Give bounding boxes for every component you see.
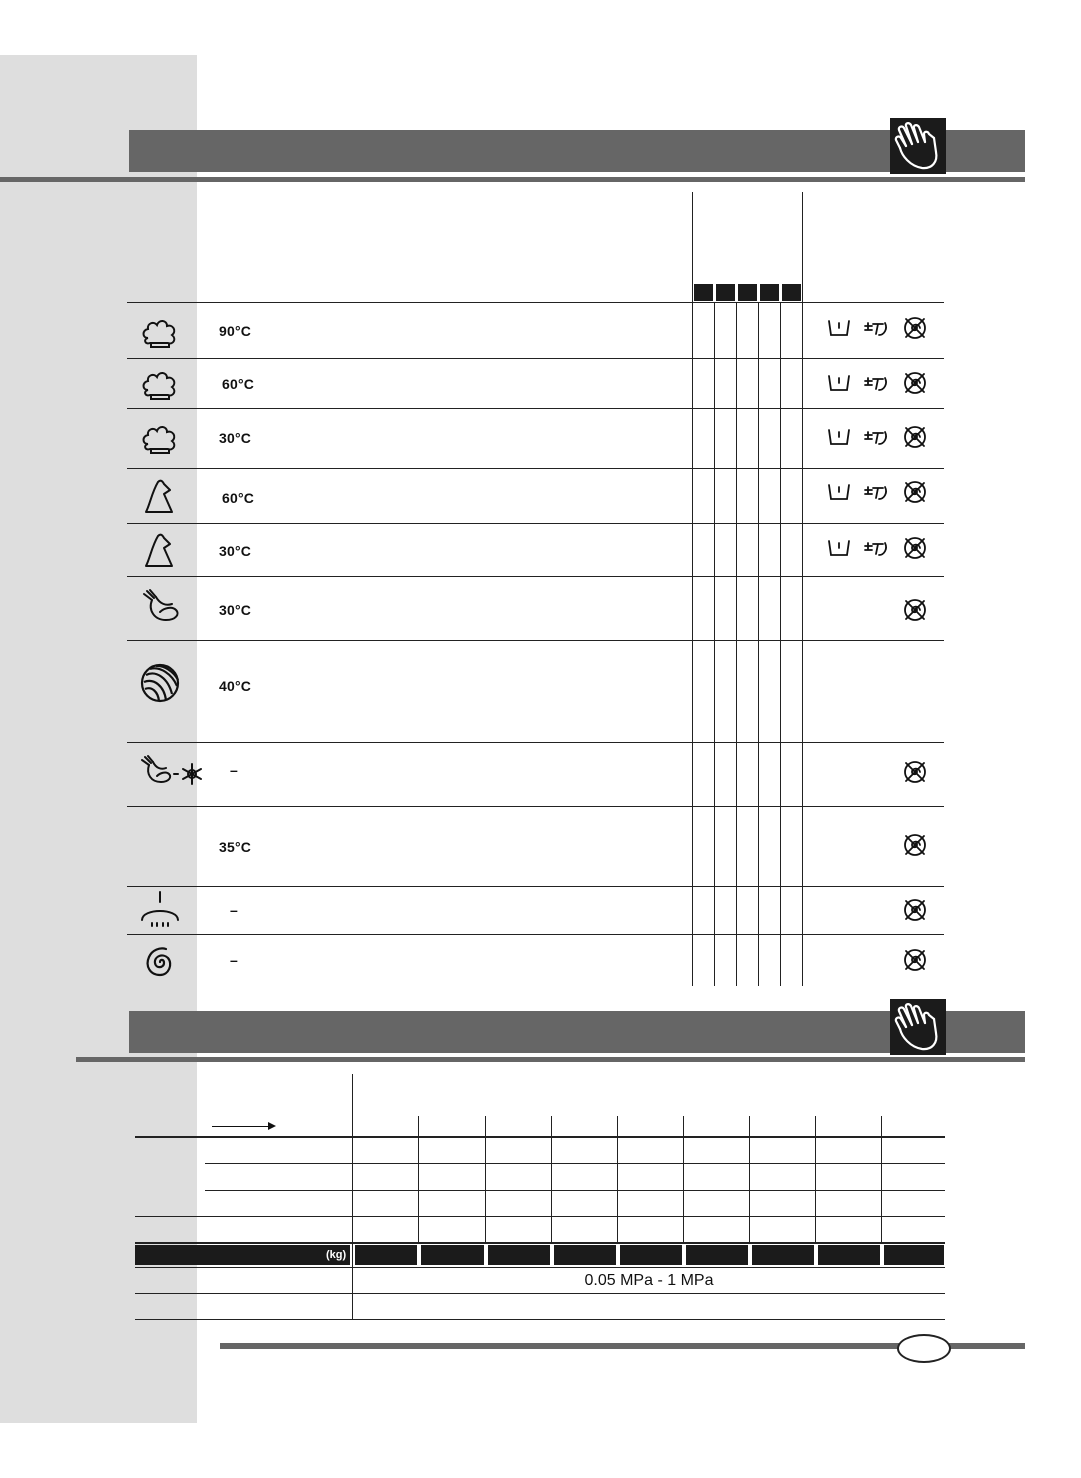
page-number-oval (897, 1334, 951, 1363)
temp-label: 90°C (219, 323, 252, 339)
prewash-icon (826, 535, 852, 561)
prewash-icon (826, 370, 852, 396)
no-spin-icon (902, 424, 928, 450)
hand-wash-icon (138, 588, 182, 628)
synthetic-icon (138, 476, 182, 516)
arrow-icon (212, 1126, 274, 1127)
no-spin-icon (902, 947, 928, 973)
extra-rinse-icon (863, 424, 889, 450)
section-rule-consumption (76, 1057, 1025, 1062)
temp-label: 30°C (219, 430, 252, 446)
weight-unit-label: (kg) (326, 1249, 347, 1261)
no-spin-icon (902, 479, 928, 505)
arrow-head-icon (268, 1122, 276, 1130)
temp-label: – (230, 952, 238, 968)
hand-icon (890, 999, 946, 1055)
weight-cell (884, 1245, 944, 1265)
water-pressure-value: 0.05 MPa - 1 MPa (584, 1272, 714, 1289)
temp-label: – (230, 762, 238, 778)
weight-cell (620, 1245, 682, 1265)
synthetic-icon (138, 530, 182, 570)
weight-row-header (135, 1245, 350, 1265)
no-spin-icon (902, 759, 928, 785)
temp-label: 35°C (219, 839, 252, 855)
prewash-icon (826, 315, 852, 341)
extra-rinse-icon (863, 315, 889, 341)
extra-rinse-icon (863, 370, 889, 396)
weight-cell (752, 1245, 814, 1265)
spin-icon (138, 942, 182, 982)
left-margin-band (0, 55, 197, 1423)
extra-rinse-icon (863, 535, 889, 561)
hand-icon (890, 118, 946, 174)
temp-label: 30°C (219, 543, 252, 559)
weight-cell (355, 1245, 417, 1265)
temp-label: 60°C (222, 490, 255, 506)
weight-cell (818, 1245, 880, 1265)
cotton-icon (138, 364, 182, 404)
cotton-icon (138, 418, 182, 458)
prewash-icon (826, 479, 852, 505)
temp-label: – (230, 902, 238, 918)
no-spin-icon (902, 315, 928, 341)
no-spin-icon (902, 832, 928, 858)
prewash-icon (826, 424, 852, 450)
no-spin-icon (902, 535, 928, 561)
weight-cell (686, 1245, 748, 1265)
temp-label: 60°C (222, 376, 255, 392)
no-spin-icon (902, 597, 928, 623)
weight-cell (421, 1245, 484, 1265)
temp-label: 30°C (219, 602, 252, 618)
extra-rinse-icon (863, 479, 889, 505)
no-spin-icon (902, 370, 928, 396)
wool-icon (138, 660, 182, 706)
temp-label: 40°C (219, 678, 252, 694)
no-spin-icon (902, 897, 928, 923)
cotton-icon (138, 312, 182, 352)
weight-cell (554, 1245, 616, 1265)
hand-wash-cold-icon (138, 752, 204, 792)
weight-cell (488, 1245, 550, 1265)
rinse-icon (138, 890, 182, 930)
section-rule-programs (0, 177, 1025, 182)
